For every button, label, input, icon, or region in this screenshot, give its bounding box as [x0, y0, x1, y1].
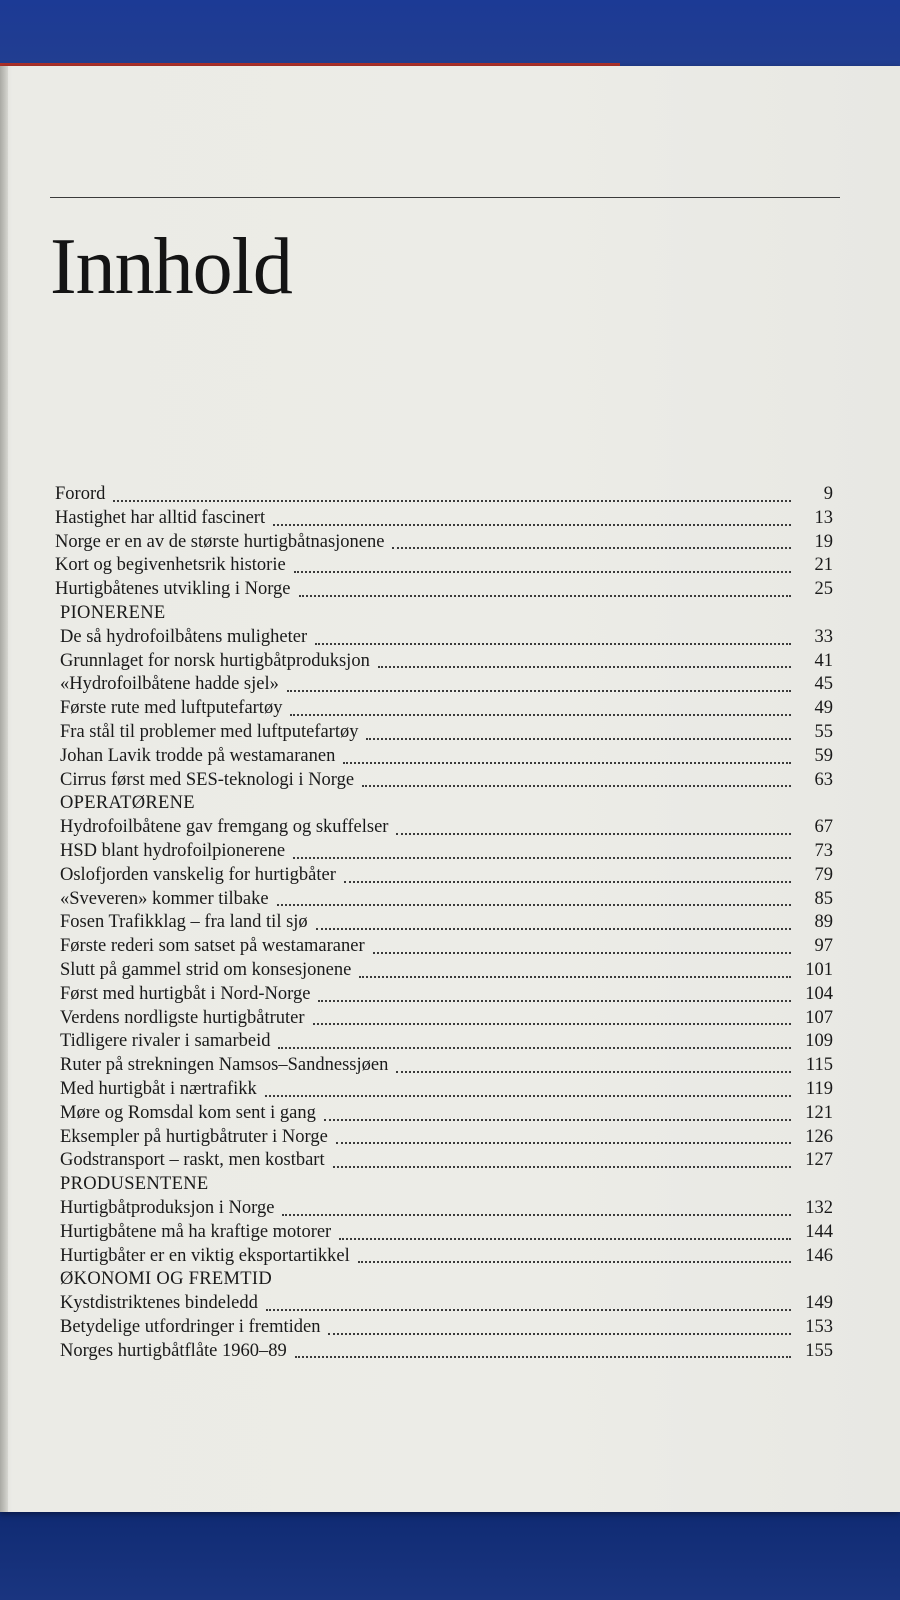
toc-entry-title: Oslofjorden vanskelig for hurtigbåter — [60, 864, 336, 885]
page-title: Innhold — [50, 223, 292, 311]
toc-page-number: 55 — [814, 721, 833, 742]
toc-entry-title: «Sveveren» kommer tilbake — [60, 888, 269, 909]
toc-entry[interactable] — [55, 579, 833, 603]
toc-leader-dots — [336, 1138, 791, 1144]
toc-entry-title: Hurtigbåtproduksjon i Norge — [60, 1197, 275, 1218]
toc-entry-title: Eksempler på hurtigbåtruter i Norge — [60, 1126, 328, 1147]
book-cover-top — [0, 0, 900, 70]
toc-section-heading-text: PRODUSENTENE — [60, 1174, 209, 1195]
toc-entry[interactable] — [55, 1031, 833, 1055]
toc-leader-dots — [324, 1115, 791, 1121]
header-rule — [50, 197, 840, 198]
toc-entry-title: Først med hurtigbåt i Nord-Norge — [60, 983, 311, 1004]
toc-entry[interactable] — [55, 555, 833, 579]
toc-page-number: 19 — [814, 531, 833, 552]
toc-section-heading — [55, 1269, 833, 1293]
toc-entry-title: Godstransport – raskt, men kostbart — [60, 1150, 325, 1171]
toc-page-number: 126 — [805, 1126, 833, 1147]
toc-entry-title: Hastighet har alltid fascinert — [55, 507, 266, 528]
toc-leader-dots — [328, 1329, 791, 1335]
toc-entry[interactable] — [55, 1150, 833, 1174]
toc-page-number: 119 — [805, 1078, 833, 1099]
toc-leader-dots — [293, 853, 791, 859]
toc-leader-dots — [318, 996, 791, 1002]
toc-page-number: 132 — [805, 1197, 833, 1218]
toc-entry[interactable] — [55, 1127, 833, 1151]
toc-entry[interactable] — [55, 1198, 833, 1222]
toc-entry[interactable] — [55, 1008, 833, 1032]
toc-entry-title: Verdens nordligste hurtigbåtruter — [60, 1007, 305, 1028]
toc-entry-title: Ruter på strekningen Namsos–Sandnessjøen — [60, 1055, 389, 1076]
toc-entry-title: Fosen Trafikklag – fra land til sjø — [60, 912, 308, 933]
toc-page-number: 121 — [805, 1102, 833, 1123]
toc-page-number: 45 — [814, 674, 833, 695]
toc-leader-dots — [313, 1019, 791, 1025]
toc-page-number: 59 — [814, 745, 833, 766]
toc-leader-dots — [113, 496, 791, 502]
toc-entry-title: Hurtigbåtene må ha kraftige motorer — [60, 1221, 332, 1242]
toc-page-number: 63 — [814, 769, 833, 790]
toc-section-heading-text: ØKONOMI OG FREMTID — [60, 1269, 272, 1290]
book-cover-bottom — [0, 1505, 900, 1600]
toc-section-heading — [55, 793, 833, 817]
toc-leader-dots — [294, 567, 791, 573]
toc-section-heading — [55, 603, 833, 627]
toc-leader-dots — [299, 591, 792, 597]
table-of-contents — [55, 484, 833, 1364]
toc-leader-dots — [278, 1043, 791, 1049]
toc-entry-title: Forord — [55, 484, 106, 504]
toc-entry[interactable] — [55, 1317, 833, 1341]
toc-leader-dots — [295, 1352, 791, 1358]
toc-page-number: 79 — [814, 864, 833, 885]
toc-section-heading — [55, 1174, 833, 1198]
toc-entry[interactable] — [55, 698, 833, 722]
toc-entry-title: HSD blant hydrofoilpionerene — [60, 840, 286, 861]
toc-page-number: 155 — [805, 1340, 833, 1361]
toc-page-number: 89 — [814, 912, 833, 933]
toc-entry[interactable] — [55, 484, 833, 508]
toc-entry-title: Tidligere rivaler i samarbeid — [60, 1031, 271, 1052]
toc-entry[interactable] — [55, 817, 833, 841]
toc-leader-dots — [277, 900, 791, 906]
toc-entry[interactable] — [55, 746, 833, 770]
toc-entry-title: Kort og begivenhetsrik historie — [55, 555, 286, 576]
toc-page-number: 73 — [814, 840, 833, 861]
toc-entry[interactable] — [55, 722, 833, 746]
toc-page-number: 127 — [805, 1150, 833, 1171]
toc-page-number: 115 — [805, 1055, 833, 1076]
toc-page-number: 49 — [814, 698, 833, 719]
toc-leader-dots — [290, 710, 791, 716]
toc-page-number: 25 — [814, 579, 833, 600]
toc-entry-title: Hydrofoilbåtene gav fremgang og skuffelser — [60, 817, 389, 838]
toc-entry[interactable] — [55, 508, 833, 532]
toc-entry-title: De så hydrofoilbåtens muligheter — [60, 626, 308, 647]
toc-page-number: 104 — [805, 983, 833, 1004]
toc-page-number: 144 — [805, 1221, 833, 1242]
toc-entry[interactable] — [55, 1079, 833, 1103]
toc-entry-title: Med hurtigbåt i nærtrafikk — [60, 1078, 257, 1099]
toc-page-number: 67 — [814, 817, 833, 838]
toc-leader-dots — [316, 924, 791, 930]
toc-page-number: 101 — [805, 959, 833, 980]
toc-entry[interactable] — [55, 1222, 833, 1246]
toc-leader-dots — [366, 734, 791, 740]
toc-entry-title: Norge er en av de største hurtigbåtnasjonene — [55, 531, 385, 552]
toc-page-number: 9 — [823, 484, 833, 504]
toc-entry[interactable] — [55, 1246, 833, 1270]
toc-leader-dots — [315, 639, 791, 645]
toc-leader-dots — [339, 1234, 791, 1240]
toc-entry-title: Hurtigbåter er en viktig eksportartikkel — [60, 1245, 350, 1266]
toc-leader-dots — [358, 1257, 791, 1263]
toc-entry[interactable] — [55, 1293, 833, 1317]
toc-leader-dots — [396, 829, 791, 835]
toc-leader-dots — [287, 686, 791, 692]
toc-entry-title: Slutt på gammel strid om konsesjonene — [60, 959, 352, 980]
toc-leader-dots — [392, 543, 791, 549]
toc-section-heading-text: OPERATØRENE — [60, 793, 195, 814]
toc-entry-title: Norges hurtigbåtflåte 1960–89 — [60, 1340, 287, 1361]
toc-page-number: 41 — [814, 650, 833, 671]
toc-entry-title: Første rederi som satset på westamaraner — [60, 936, 365, 957]
toc-entry[interactable] — [55, 1055, 833, 1079]
toc-section-heading-text: PIONERENE — [60, 602, 166, 623]
toc-leader-dots — [344, 877, 791, 883]
toc-entry[interactable] — [55, 627, 833, 651]
toc-page-number: 149 — [805, 1293, 833, 1314]
toc-entry[interactable] — [55, 651, 833, 675]
toc-entry[interactable] — [55, 865, 833, 889]
toc-entry[interactable] — [55, 1103, 833, 1127]
toc-entry[interactable] — [55, 841, 833, 865]
toc-page-number: 85 — [814, 888, 833, 909]
toc-entry-title: Hurtigbåtenes utvikling i Norge — [55, 579, 291, 600]
toc-page-number: 107 — [805, 1007, 833, 1028]
toc-entry-title: Grunnlaget for norsk hurtigbåtproduksjon — [60, 650, 370, 671]
toc-entry[interactable] — [55, 912, 833, 936]
toc-leader-dots — [362, 781, 791, 787]
toc-entry-title: Cirrus først med SES-teknologi i Norge — [60, 769, 355, 790]
toc-leader-dots — [343, 758, 791, 764]
toc-page-number: 153 — [805, 1316, 833, 1337]
toc-page-number: 146 — [805, 1245, 833, 1266]
toc-entry-title: Fra stål til problemer med luftputefartøy — [60, 721, 359, 742]
toc-leader-dots — [265, 1091, 791, 1097]
toc-page-number: 33 — [814, 626, 833, 647]
toc-entry-title: Møre og Romsdal kom sent i gang — [60, 1102, 316, 1123]
toc-leader-dots — [266, 1305, 791, 1311]
toc-page-number: 13 — [814, 507, 833, 528]
toc-entry[interactable] — [55, 960, 833, 984]
toc-entry[interactable] — [55, 532, 833, 556]
toc-entry-title: Johan Lavik trodde på westamaranen — [60, 745, 336, 766]
toc-page-number: 109 — [805, 1031, 833, 1052]
toc-entry[interactable] — [55, 889, 833, 913]
toc-entry[interactable] — [55, 1341, 833, 1365]
toc-entry[interactable] — [55, 770, 833, 794]
toc-leader-dots — [333, 1162, 791, 1168]
toc-entry-title: Betydelige utfordringer i fremtiden — [60, 1316, 321, 1337]
toc-leader-dots — [359, 972, 791, 978]
toc-leader-dots — [396, 1067, 791, 1073]
toc-leader-dots — [273, 520, 791, 526]
toc-entry[interactable] — [55, 674, 833, 698]
toc-entry-title: «Hydrofoilbåtene hadde sjel» — [60, 674, 279, 695]
toc-entry[interactable] — [55, 936, 833, 960]
toc-leader-dots — [378, 662, 791, 668]
toc-leader-dots — [373, 948, 791, 954]
toc-entry[interactable] — [55, 984, 833, 1008]
toc-leader-dots — [282, 1210, 791, 1216]
page-gutter-shadow — [0, 66, 8, 1512]
toc-entry-title: Første rute med luftputefartøy — [60, 698, 283, 719]
toc-page-number: 21 — [814, 555, 833, 576]
toc-entry-title: Kystdistriktenes bindeledd — [60, 1293, 258, 1314]
toc-page-number: 97 — [814, 936, 833, 957]
